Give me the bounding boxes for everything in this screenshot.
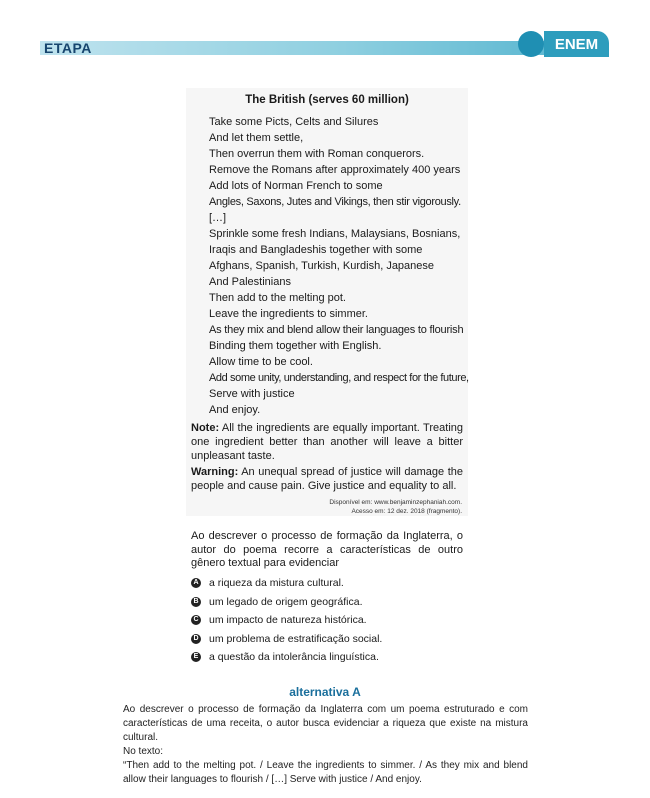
poem-line: Afghans, Spanish, Turkish, Kurdish, Japanese (209, 260, 435, 272)
warning-text: An unequal spread of justice will damage the people and cause pain. Give justice and equality to all. (191, 466, 463, 492)
poem-line: And let them settle, (209, 132, 304, 144)
exam-tab: ENEM (544, 31, 609, 57)
explanation-paragraph: Ao descrever o processo de formação da Inglaterra com um poema estruturado e com características de uma receita, o autor busca evidenciar a riqueza que existe na mistura cultural. (123, 704, 528, 743)
warning-label: Warning: (191, 466, 239, 478)
note-label: Note: (191, 422, 220, 434)
poem-line: Add some unity, understanding, and respect for the future, (209, 372, 469, 384)
poem-line: Sprinkle some fresh Indians, Malaysians, Bosnians, (209, 228, 461, 240)
note-text: All the ingredients are equally important. Treating one ingredient better than another will leave a bitter unpleasant taste. (191, 422, 463, 462)
source-line: Disponível em: www.benjaminzephaniah.com. (329, 499, 462, 506)
header-bar (40, 41, 545, 55)
warning-paragraph (191, 465, 463, 493)
poem-line: Add lots of Norman French to some (209, 180, 383, 192)
answer-options (191, 574, 471, 667)
option-a[interactable] (191, 574, 471, 593)
option-letter-e: E (191, 652, 201, 662)
poem-line: Iraqis and Bangladeshis together with some (209, 244, 423, 256)
poem-line: Serve with justice (209, 388, 295, 400)
poem-line: […] (209, 212, 227, 224)
poem-line: Binding them together with English. (209, 340, 382, 352)
explanation-quote: “Then add to the melting pot. / Leave the ingredients to simmer. / As they mix and blend allow their languages to flourish / […] Serve with justice / And enjoy. (123, 760, 528, 785)
poem-title: The British (serves 60 million) (245, 94, 409, 106)
question-stem: Ao descrever o processo de formação da Inglaterra, o autor do poema recorre a características de outro gênero textual para evidenciar (191, 530, 463, 569)
option-letter-b: B (191, 597, 201, 607)
poem-line: And enjoy. (209, 404, 261, 416)
poem-line: Leave the ingredients to simmer. (209, 308, 368, 320)
poem-line: Take some Picts, Celts and Silures (209, 116, 379, 128)
option-b[interactable] (191, 593, 471, 612)
poem-line: Remove the Romans after approximately 400 years (209, 164, 461, 176)
option-text: a questão da intolerância linguística. (209, 651, 379, 664)
poem-line: Allow time to be cool. (209, 356, 313, 368)
option-e[interactable] (191, 648, 471, 667)
option-text: a riqueza da mistura cultural. (209, 577, 344, 590)
note-paragraph (191, 421, 463, 463)
option-text: um legado de origem geográfica. (209, 595, 363, 608)
option-text: um problema de estratificação social. (209, 632, 383, 645)
poem-body (209, 114, 479, 418)
brand-logo: ETAPA (44, 40, 92, 56)
explanation-paragraph: No texto: (123, 746, 164, 757)
poem-line: As they mix and blend allow their languages to flourish (209, 324, 464, 336)
option-c[interactable] (191, 611, 471, 630)
option-letter-c: C (191, 615, 201, 625)
poem-line: And Palestinians (209, 276, 291, 288)
poem-line: Then add to the melting pot. (209, 292, 346, 304)
poem-line: Then overrun them with Roman conquerors. (209, 148, 425, 160)
answer-explanation (123, 703, 528, 787)
poem-line: Angles, Saxons, Jutes and Vikings, then stir vigorously. (209, 196, 461, 208)
header-decoration (518, 31, 544, 57)
option-letter-d: D (191, 634, 201, 644)
source-line: Acesso em: 12 dez. 2018 (fragmento). (351, 508, 462, 515)
page-header (0, 0, 650, 70)
answer-title: alternativa A (289, 685, 361, 699)
option-text: um impacto de natureza histórica. (209, 614, 367, 627)
option-d[interactable] (191, 630, 471, 649)
option-letter-a: A (191, 578, 201, 588)
